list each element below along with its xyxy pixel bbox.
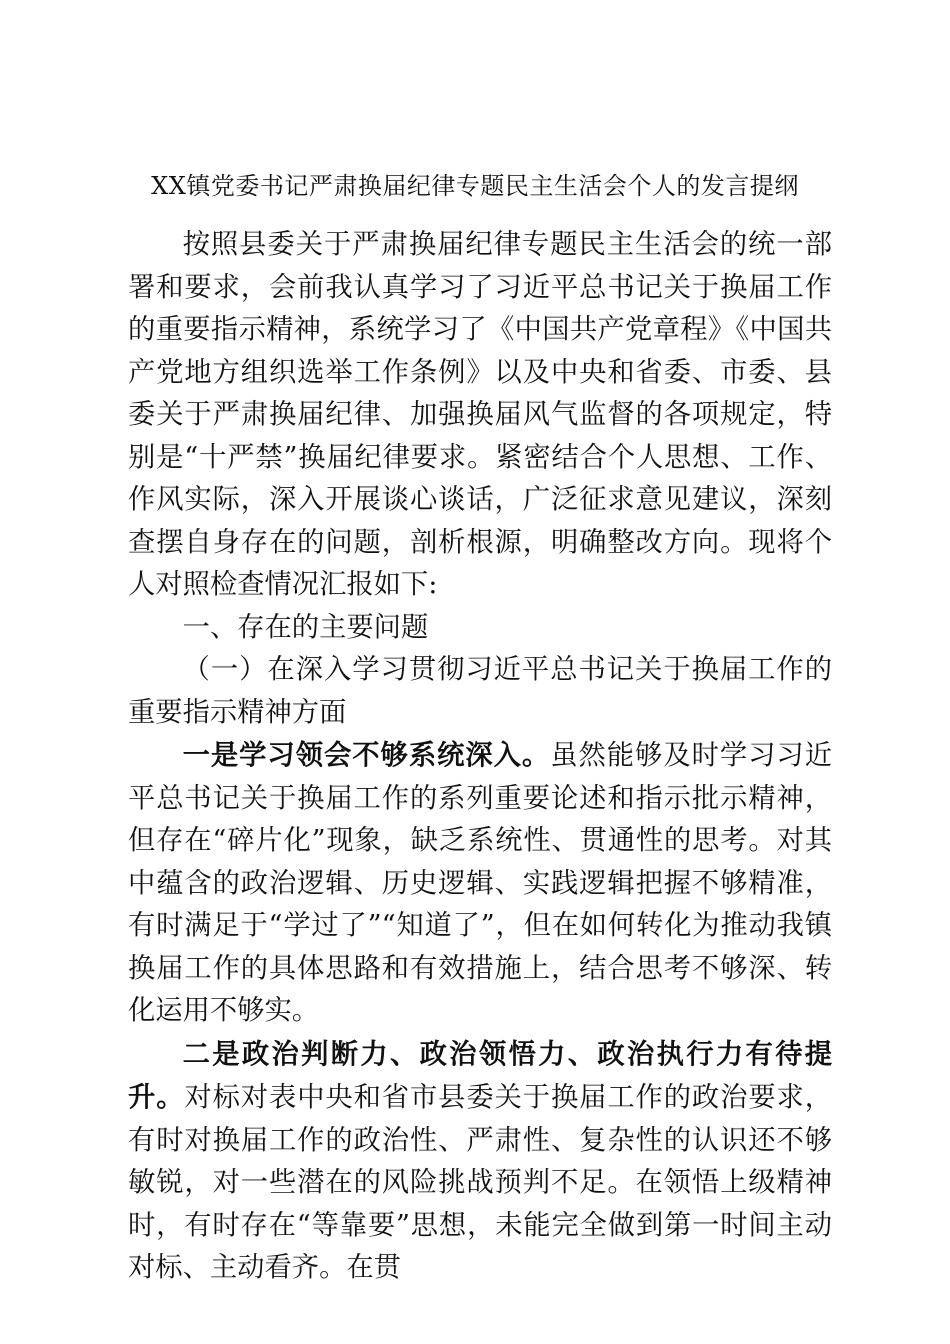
document-body bbox=[128, 224, 832, 1290]
point-2-text: 对标对表中央和省市县委关于换届工作的政治要求，有时对换届工作的政治性、严肃性、复杂性的认识还不够敏锐，对一些潜在的风险挑战预判不足。在领悟上级精神时，有时存在“等靠要”思想，未能完全做到第一时间主动对标、主动看齐。在贯 bbox=[128, 1082, 833, 1283]
point-1-text: 虽然能够及时学习习近平总书记关于换届工作的系列重要论述和指示批示精神，但存在“碎片化”现象，缺乏系统性、贯通性的思考。对其中蕴含的政治逻辑、历史逻辑、实践逻辑把握不够精准，有时满足于“学过了”“知道了”，但在如何转化为推动我镇换届工作的具体思路和有效措施上，结合思考不够深、转化运用不够实。 bbox=[128, 740, 832, 1026]
point-paragraph-1 bbox=[128, 734, 832, 1033]
document-title: XX镇党委书记严肃换届纪律专题民主生活会个人的发言提纲 bbox=[151, 172, 799, 200]
point-1-lead: 一是学习领会不够系统深入。 bbox=[182, 739, 551, 771]
point-paragraph-2 bbox=[128, 1033, 832, 1290]
intro-paragraph: 按照县委关于严肃换届纪律专题民主生活会的统一部署和要求，会前我认真学习了习近平总书记关于换届工作的重要指示精神，系统学习了《中国共产党章程》《中国共产党地方组织选举工作条例》以及中央和省委、市委、县委关于严肃换届纪律、加强换届风气监督的各项规定，特别是“十严禁”换届纪律要求。紧密结合个人思想、工作、作风实际，深入开展谈心谈话，广泛征求意见建议，深刻查摆自身存在的问题，剖析根源，明确整改方向。现将个人对照检查情况汇报如下: bbox=[128, 229, 832, 600]
subsection-heading: （一）在深入学习贯彻习近平总书记关于换届工作的重要指示精神方面 bbox=[128, 654, 832, 728]
section-heading: 一、存在的主要问题 bbox=[182, 611, 429, 643]
point-2-lead: 二是政治判断力、政治领悟力、政治执行力有待提升。 bbox=[128, 1037, 832, 1113]
